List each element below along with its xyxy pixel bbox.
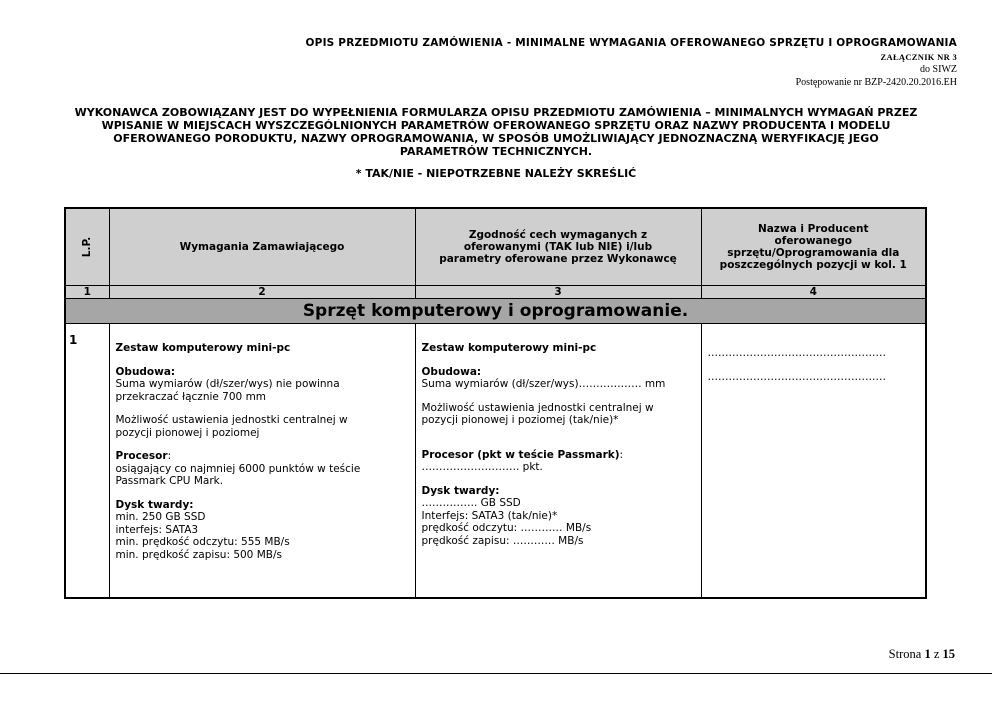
header-line: oferowanymi (TAK lub NIE) i/lub bbox=[463, 241, 653, 253]
header-line: oferowanego bbox=[774, 235, 852, 247]
page-sep: z bbox=[930, 647, 943, 661]
offer-housing-label: Obudowa: bbox=[421, 365, 482, 378]
req-text: min. 250 GB SSD bbox=[115, 511, 206, 523]
header-line: Zgodność cech wymaganych z bbox=[468, 229, 648, 241]
header-requirements: Wymagania Zamawiającego bbox=[109, 208, 415, 286]
req-text: Suma wymiarów (dł/szer/wys) nie powinna bbox=[115, 378, 340, 390]
offer-text: pozycji pionowej i poziomej (tak/nie)* bbox=[421, 414, 619, 426]
header-lp bbox=[65, 208, 109, 286]
header-line: Nazwa i Producent bbox=[757, 223, 869, 235]
requirements-cell bbox=[109, 324, 415, 598]
row-lp: 1 bbox=[65, 324, 109, 598]
offer-cell bbox=[415, 324, 701, 598]
section-title: Sprzęt komputerowy i oprogramowanie. bbox=[65, 299, 926, 324]
procedure-number: Postępowanie nr BZP-2420.20.2016.EH bbox=[795, 77, 957, 88]
footer-divider bbox=[0, 673, 992, 674]
table-row bbox=[65, 324, 926, 598]
page-prefix: Strona bbox=[888, 647, 925, 661]
header-line: parametry oferowane przez Wykonawcę bbox=[439, 253, 677, 265]
column-number-row bbox=[65, 286, 926, 299]
offer-text: prędkość zapisu: ………… MB/s bbox=[421, 534, 584, 547]
offer-text: Suma wymiarów (dł/szer/wys)……………… mm bbox=[421, 378, 666, 390]
offer-cpu-colon: : bbox=[619, 448, 624, 461]
req-text: min. prędkość zapisu: 500 MB/s bbox=[115, 548, 282, 561]
header-line: sprzętu/Oprogramowania dla bbox=[727, 247, 900, 259]
notice-line: WYKONAWCA ZOBOWIĄZANY JEST DO WYPEŁNIENIA FORMULARZA OPISU PRZEDMIOTU ZAMÓWIENIA – MINIMALNYCH WYMAGAŃ PRZEZ bbox=[74, 106, 918, 119]
page-current: 1 bbox=[924, 647, 931, 661]
section-row bbox=[65, 299, 926, 324]
page-total: 15 bbox=[942, 647, 955, 661]
header-producer bbox=[701, 208, 926, 286]
req-text: pozycji pionowej i poziomej bbox=[115, 426, 260, 439]
page-number bbox=[889, 647, 955, 662]
req-cpu-heading bbox=[116, 450, 409, 463]
req-cpu-colon: : bbox=[167, 450, 172, 462]
req-text: Passmark CPU Mark. bbox=[115, 475, 224, 487]
producer-fill-line: …………………………………………… bbox=[707, 347, 886, 359]
column-number: 2 bbox=[109, 286, 415, 299]
req-text: osiągający co najmniej 6000 punktów w teście bbox=[115, 462, 361, 475]
header-line: poszczególnych pozycji w kol. 1 bbox=[719, 259, 907, 271]
offer-title: Zestaw komputerowy mini-pc bbox=[421, 342, 597, 354]
header-compliance bbox=[415, 208, 701, 286]
column-number: 1 bbox=[65, 286, 109, 299]
annex-label: ZAŁĄCZNIK NR 3 bbox=[880, 52, 957, 62]
document-title: OPIS PRZEDMIOTU ZAMÓWIENIA - MINIMALNE WYMAGANIA OFEROWANEGO SPRZĘTU I OPROGRAMOWANIA bbox=[305, 37, 957, 49]
req-text: interfejs: SATA3 bbox=[115, 523, 199, 536]
offer-disk-label: Dysk twardy: bbox=[421, 484, 500, 497]
req-cpu-label: Procesor bbox=[115, 450, 168, 462]
notice-line: OFEROWANEGO PORODUKTU, NAZWY OPROGRAMOWANIA, W SPOSÓB UMOŻLIWIAJĄCY JEDNOZNACZNĄ WERYFIKACJĘ JEGO bbox=[113, 132, 879, 145]
table-header-row bbox=[65, 208, 926, 286]
offer-text: Możliwość ustawienia jednostki centralnej w bbox=[421, 401, 654, 414]
column-number: 4 bbox=[701, 286, 926, 299]
req-disk-label: Dysk twardy: bbox=[115, 498, 194, 511]
offer-text: Interfejs: SATA3 (tak/nie)* bbox=[421, 509, 558, 522]
strike-notice: * TAK/NIE - NIEPOTRZEBNE NALEŻY SKREŚLIĆ bbox=[355, 167, 637, 180]
producer-fill-line: …………………………………………… bbox=[707, 370, 886, 383]
offer-text: ………………………. pkt. bbox=[421, 461, 543, 473]
offer-cpu-label: Procesor (pkt w teście Passmark) bbox=[421, 448, 620, 461]
contractor-notice bbox=[20, 106, 972, 158]
req-text: przekraczać łącznie 700 mm bbox=[115, 390, 267, 403]
notice-line: PARAMETRÓW TECHNICZNYCH. bbox=[399, 145, 593, 158]
header-lp-label: L.P. bbox=[81, 236, 94, 258]
req-text: min. prędkość odczytu: 555 MB/s bbox=[115, 536, 290, 548]
offer-cpu-heading bbox=[422, 449, 695, 462]
req-housing-label: Obudowa: bbox=[115, 365, 176, 378]
requirements-table bbox=[64, 207, 927, 599]
producer-cell bbox=[701, 324, 926, 598]
notice-line: WPISANIE W MIEJSCACH WYSZCZEGÓLNIONYCH PARAMETRÓW OFEROWANEGO SPRZĘTU ORAZ NAZWY PRODUCENTA I MODELU bbox=[101, 119, 891, 132]
offer-text: ……………. GB SSD bbox=[421, 497, 521, 509]
req-text: Możliwość ustawienia jednostki centralnej w bbox=[115, 414, 348, 426]
siwz-label: do SIWZ bbox=[920, 64, 957, 75]
offer-text: prędkość odczytu: ………… MB/s bbox=[421, 522, 592, 534]
req-title: Zestaw komputerowy mini-pc bbox=[115, 342, 291, 354]
column-number: 3 bbox=[415, 286, 701, 299]
